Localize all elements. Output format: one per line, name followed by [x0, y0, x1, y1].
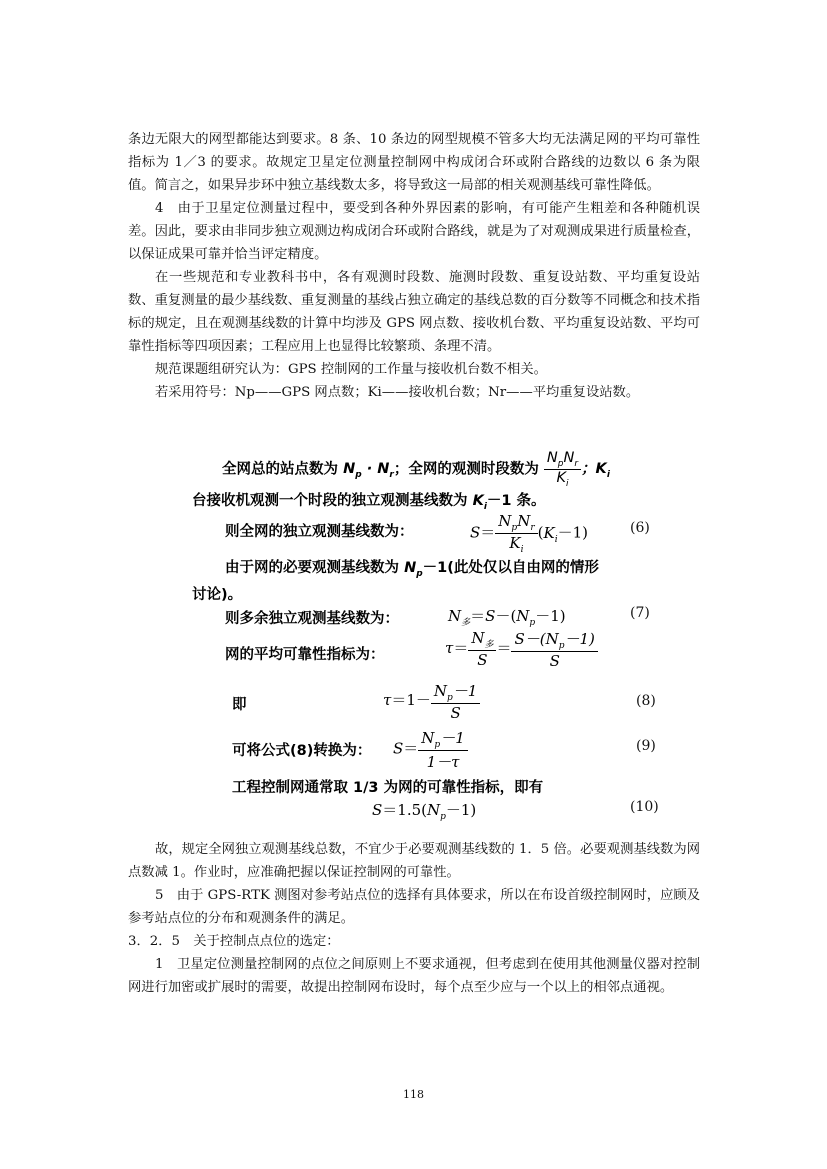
paragraph: 在一些规范和专业教科书中，各有观测时段数、施测时段数、重复设站数、平均重复设站数、重复测量的最少基线数、重复测量的基线占独立确定的基线总数的百分数等不同概念和技术指标的规定，且在观测基线数的计算中均涉及 GPS 网点数、接收机台数、平均重复设站数、平均可靠性指标等四项因素；工程应用上也显得比较繁琐、条理不清。 — [128, 270, 700, 354]
formula-10: $S=1.5(N_p-1)$ — [372, 801, 477, 822]
paragraph: 5 由于 GPS-RTK 测图对参考站点位的选择有具体要求，所以在布设首级控制网时，应顾及参考站点位的分布和观测条件的满足。 — [128, 888, 700, 926]
paragraph: 若采用符号：Np——GPS 网点数；Ki——接收机台数；Nr——平均重复设站数。 — [155, 385, 640, 400]
equation-number: (6) — [630, 520, 650, 536]
formula-line-2: 台接收机观测一个时段的独立观测基线数为 $K_i-1$ 条。 — [192, 493, 546, 512]
formula-line-8: 即 — [232, 697, 247, 713]
formula-line-9: 可将公式(8)转换为： — [232, 743, 372, 759]
equation-number: (10) — [630, 799, 659, 815]
formula-line-6: 则多余独立观测基线数为： — [225, 611, 399, 627]
formula-line-3: 则全网的独立观测基线数为： — [225, 524, 414, 540]
formula-6: S＝ $\frac{N_pN_r}{K_i}$ $(K_i-1)$ — [470, 512, 588, 555]
section-heading: 3．2．5 关于控制点点位的选定： — [128, 934, 340, 949]
equation-number: (7) — [630, 605, 650, 621]
formula-line-5: 讨论)。 — [192, 587, 243, 603]
formula-9: S＝ $\frac{N_p-1}{1-\tau}$ — [393, 727, 468, 772]
paragraph: 条边无限大的网型都能达到要求。8 条、10 条边的网型规模不管多大均无法满足网的平均可靠性指标为 1／3 的要求。故规定卫星定位测量控制网中构成闭合环或附合路线的边数以 6 条为限值。简言之，如果异步环中独立基线数太多，将导致这一局部的相关观测基线可靠性降低。 — [128, 132, 700, 193]
equation-number: (9) — [636, 738, 656, 754]
formula-line-1: 全网总的站点数为 $N_p \cdot N_r$；全网的观测时段数为 $\frac{N_pN_r}{K_i}$ ；$K_i$ — [222, 450, 610, 489]
body-bottom — [128, 838, 700, 999]
formula-line-10: 工程控制网通常取 1/3 为网的可靠性指标，即有 — [232, 780, 544, 796]
body-top — [128, 128, 700, 404]
paragraph: 规范课题组研究认为：GPS 控制网的工作量与接收机台数不相关。 — [155, 362, 547, 377]
formula-7: $N_多=S-(N_p-1)$ — [448, 607, 566, 628]
equation-number: (8) — [636, 693, 656, 709]
formula-line-7: 网的平均可靠性指标为： — [225, 647, 385, 663]
formula-8: τ＝1－ $\frac{N_p-1}{S}$ — [383, 680, 480, 722]
formula-line-4: 由于网的必要观测基线数为 $N_p-1$(此处仅以自由网的情形 — [225, 560, 599, 579]
paragraph: 故，规定全网独立观测基线总数，不宜少于必要观测基线数的 1．5 倍。必要观测基线数为网点数减 1。作业时，应准确把握以保证控制网的可靠性。 — [128, 842, 700, 880]
formula-tau: τ＝ $\frac{N_多}{S}$ ＝ $\frac{S-(N_p-1)}{S}$ — [445, 628, 598, 670]
paragraph: 1 卫星定位测量控制网的点位之间原则上不要求通视，但考虑到在使用其他测量仪器对控制网进行加密或扩展时的需要，故提出控制网布设时，每个点至少应与一个以上的相邻点通视。 — [128, 957, 700, 995]
page-number: 118 — [403, 1088, 424, 1101]
paragraph: 4 由于卫星定位测量过程中，要受到各种外界因素的影响，有可能产生粗差和各种随机误差。因此，要求由非同步独立观测边构成闭合环或附合路线，就是为了对观测成果进行质量检查，以保证成果可靠并恰当评定精度。 — [128, 201, 700, 262]
